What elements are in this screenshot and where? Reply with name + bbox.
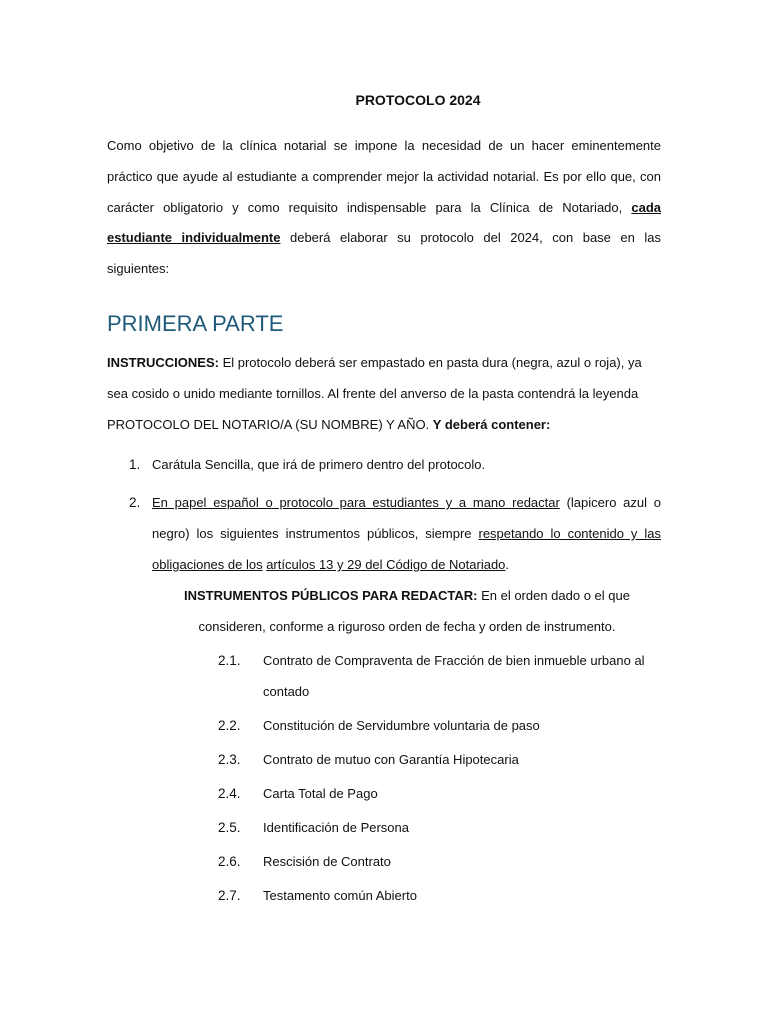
list-item-text: Carátula Sencilla, que irá de primero dentro del protocolo. xyxy=(152,457,486,472)
list-item xyxy=(107,487,661,580)
section-heading: PRIMERA PARTE xyxy=(107,311,284,336)
intro-emphasis: cada estudiante individualmente xyxy=(107,199,661,246)
requirements-list xyxy=(107,452,661,580)
sublist-item-text: Constitución de Servidumbre voluntaria de paso xyxy=(263,718,540,733)
sublist-item xyxy=(107,880,661,911)
list-item-period: . xyxy=(505,557,510,572)
intro-text-start: Como objetivo de la clínica notarial se impone la necesidad de un hacer eminentemente práctico que ayude al estudiante a comprender mejor la actividad notarial. Es por ello que, con carácter obligatorio y como requisito indispensable para la Clínica de Notariado, xyxy=(107,138,661,215)
list-item-number: 1. xyxy=(129,457,141,472)
list-item-underlined-3: artículos 13 y 29 del Código de Notariado xyxy=(266,557,506,572)
instruments-label: INSTRUMENTOS PÚBLICOS PARA REDACTAR: xyxy=(184,588,478,603)
list-item-number: 2. xyxy=(129,495,141,510)
list-item-underlined-2: respetando lo contenido y las obligaciones de los xyxy=(152,526,661,572)
intro-text-end: deberá elaborar su protocolo del 2024, con base en las siguientes: xyxy=(107,230,661,277)
instruments-paragraph xyxy=(153,580,661,642)
sublist-item xyxy=(107,846,661,877)
sublist-item-number: 2.3. xyxy=(218,752,241,767)
instruments-list xyxy=(107,645,661,911)
sublist-item-number: 2.1. xyxy=(218,653,241,668)
instructions-paragraph xyxy=(107,347,661,440)
sublist-item-text: Contrato de mutuo con Garantía Hipotecaria xyxy=(263,752,519,767)
sublist-item-text: Testamento común Abierto xyxy=(263,888,417,903)
sublist-item xyxy=(107,710,661,741)
sublist-item-text: Contrato de Compraventa de Fracción de bien inmueble urbano al contado xyxy=(263,653,645,699)
intro-paragraph xyxy=(107,131,661,285)
instructions-label: INSTRUCCIONES: xyxy=(107,355,219,370)
sublist-item-text: Identificación de Persona xyxy=(263,820,409,835)
list-item-text: (lapicero azul o negro) los siguientes instrumentos públicos, siempre xyxy=(152,495,661,541)
sublist-item-number: 2.7. xyxy=(218,888,241,903)
sublist-item-number: 2.2. xyxy=(218,718,241,733)
sublist-item-text: Rescisión de Contrato xyxy=(263,854,391,869)
sublist-item xyxy=(107,778,661,809)
sublist-item xyxy=(107,645,661,707)
sublist-item-number: 2.6. xyxy=(218,854,241,869)
sublist-item xyxy=(107,744,661,775)
document-title: PROTOCOLO 2024 xyxy=(355,92,481,108)
sublist-item xyxy=(107,812,661,843)
sublist-item-number: 2.5. xyxy=(218,820,241,835)
sublist-item-number: 2.4. xyxy=(218,786,241,801)
instruments-text: En el orden dado o el que consideren, conforme a riguroso orden de fecha y orden de instrumento. xyxy=(198,588,630,634)
instructions-tail: Y deberá contener: xyxy=(432,417,551,432)
list-item xyxy=(107,452,661,478)
list-item-underlined-1: En papel español o protocolo para estudiantes y a mano redactar xyxy=(152,495,560,510)
instructions-text: El protocolo deberá ser empastado en pasta dura (negra, azul o roja), ya sea cosido o unido mediante tornillos. Al frente del anverso de la pasta contendrá la leyenda PROTOCOLO DEL NOTARIO/A (SU NOMBRE) Y AÑO. xyxy=(107,355,642,432)
sublist-item-text: Carta Total de Pago xyxy=(263,786,378,801)
